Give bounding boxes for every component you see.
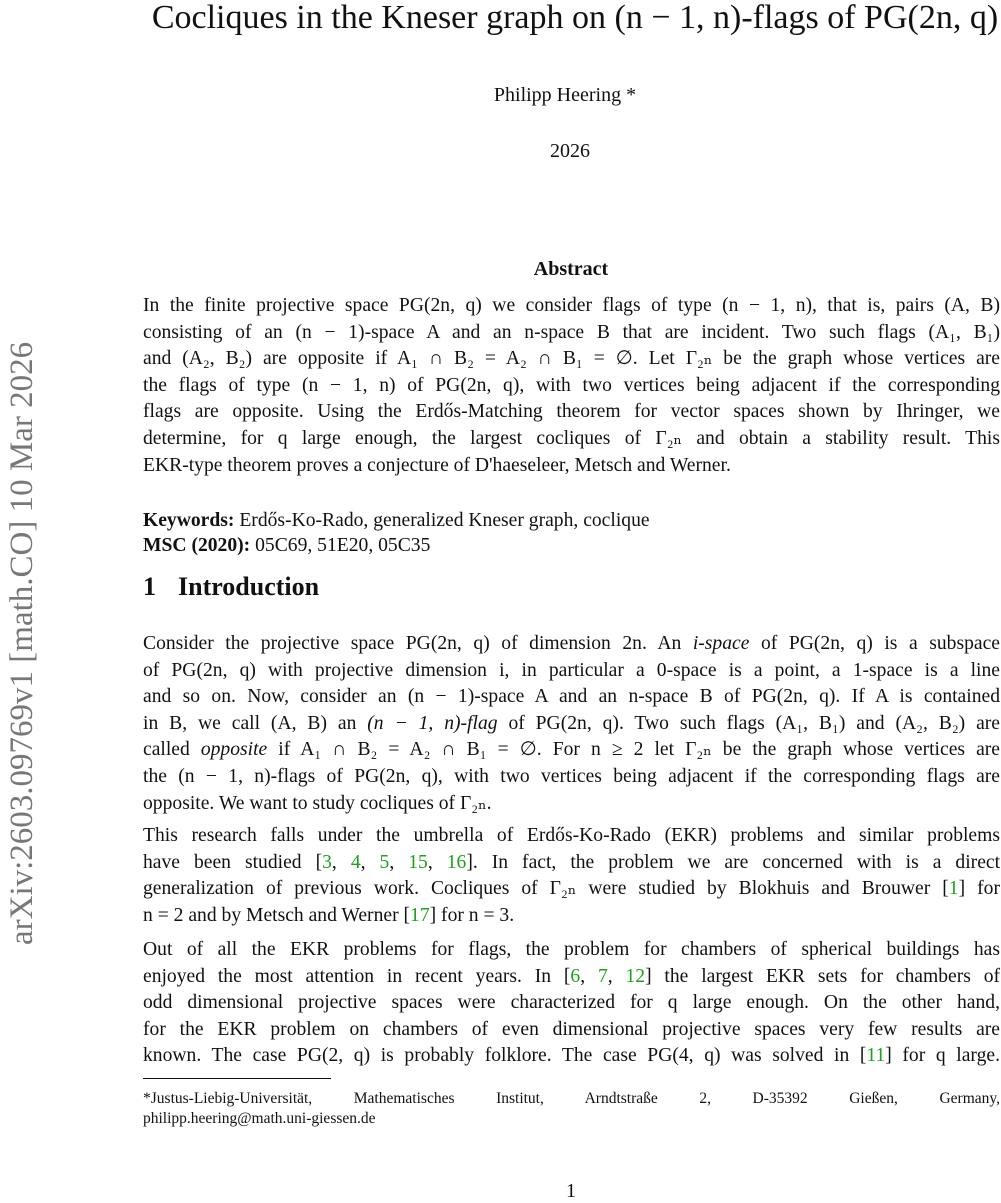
text-line: odd dimensional projective spaces were characterized for q large enough. On the other hand, (143, 992, 1000, 1014)
citation-link[interactable]: 7 (597, 965, 608, 987)
text-line: consisting of an (n − 1)-space A and an n-space B that are incident. Two such flags (A₁, B₁) (143, 321, 1000, 343)
abstract-body (143, 293, 1000, 479)
text-line: n = 2 and by Metsch and Werner [17] for n = 3. (143, 904, 515, 926)
intro-paragraph (143, 631, 1000, 817)
citation-link[interactable]: 1 (948, 878, 959, 900)
keywords-line (143, 509, 650, 533)
text-line: This research falls under the umbrella of Erdős-Ko-Rado (EKR) problems and similar problems (143, 825, 1000, 846)
citation-link[interactable]: 6 (570, 965, 581, 987)
text-line: in B, we call (A, B) an (n − 1, n)-flag of PG(2n, q). Two such flags (A₁, B₁) and (A₂, B₂) are (143, 712, 1000, 734)
text-line: EKR-type theorem proves a conjecture of D'haeseleer, Metsch and Werner. (143, 454, 731, 476)
arxiv-identifier-sidebar: arXiv:2603.09769v1 [math.CO] 10 Mar 2026 (4, 341, 40, 945)
citation-link[interactable]: 12 (625, 965, 646, 987)
text-line: Out of all the EKR problems for flags, the problem for chambers of spherical buildings has (143, 939, 1000, 960)
keywords-label: Keywords: (143, 510, 235, 531)
text-line: determine, for q large enough, the largest cocliques of Γ₂ₙ and obtain a stability result. This (143, 427, 1000, 449)
page-number: 1 (566, 1180, 576, 1202)
citation-link[interactable]: 3 (322, 851, 332, 873)
text-line: the (n − 1, n)-flags of PG(2n, q), with two vertices being adjacent if the corresponding flags are (143, 765, 1000, 787)
text-line: and (A₂, B₂) are opposite if A₁ ∩ B₂ = A₂ ∩ B₁ = ∅. Let Γ₂ₙ be the graph whose vertices are (143, 348, 1000, 370)
text-line: opposite. We want to study cocliques of Γ₂ₙ. (143, 792, 492, 814)
text-line: generalization of previous work. Cocliques of Γ₂ₙ were studied by Blokhuis and Brouwer [1] for (143, 878, 1000, 900)
section-heading (143, 570, 319, 604)
footnote (143, 1089, 1000, 1129)
citation-link[interactable]: 15 (408, 851, 428, 873)
text-line: philipp.heering@math.uni-giessen.de (143, 1110, 376, 1127)
text-line: called opposite if A₁ ∩ B₂ = A₂ ∩ B₁ = ∅. For n ≥ 2 let Γ₂ₙ be the graph whose vertices are (143, 739, 1000, 761)
intro-paragraph (143, 823, 1000, 929)
text-line: enjoyed the most attention in recent years. In [6, 7, 12] the largest EKR sets for chambers of (143, 965, 1001, 987)
citation-link[interactable]: 17 (410, 904, 430, 926)
msc-text: 05C69, 51E20, 05C35 (255, 535, 431, 556)
section-title: Introduction (178, 572, 320, 601)
paper-title: Cocliques in the Kneser graph on (n − 1, n)-flags of PG(2n, q) (151, 0, 999, 36)
text-line: and so on. Now, consider an (n − 1)-space A and an n-space B of PG(2n, q). If A is contained (143, 686, 1000, 708)
text-line: flags are opposite. Using the Erdős-Matching theorem for vector spaces shown by Ihringer, we (143, 401, 1000, 423)
text-line: for the EKR problem on chambers of even dimensional projective spaces very few results are (143, 1018, 1000, 1040)
msc-line (143, 534, 430, 558)
citation-link[interactable]: 16 (446, 851, 467, 873)
citation-link[interactable]: 11 (866, 1045, 886, 1067)
intro-paragraph (143, 937, 1000, 1070)
text-line: *Justus-Liebig-Universität, Mathematisches Institut, Arndtstraße 2, D-35392 Gießen, Germany, (143, 1090, 1000, 1107)
text-line: Consider the projective space PG(2n, q) of dimension 2n. An i-space of PG(2n, q) is a subspace (143, 633, 1000, 654)
text-line: known. The case PG(2, q) is probably folklore. The case PG(4, q) was solved in [11] for q large. (143, 1045, 1000, 1067)
citation-link[interactable]: 4 (350, 851, 361, 873)
text-line: the flags of type (n − 1, n) of PG(2n, q), with two vertices being adjacent if the corresponding (143, 374, 1000, 396)
footnote-rule (143, 1078, 331, 1079)
abstract-heading: Abstract (533, 258, 609, 280)
text-line: of PG(2n, q) with projective dimension i, in particular a 0-space is a point, a 1-space is a line (143, 659, 1000, 681)
section-number: 1 (143, 572, 156, 601)
paper-date: 2026 (550, 140, 590, 162)
msc-label: MSC (2020): (143, 535, 251, 556)
citation-link[interactable]: 5 (379, 851, 390, 873)
text-line: have been studied [3, 4, 5, 15, 16]. In fact, the problem we are concerned with is a direct (143, 851, 1001, 873)
author-name: Philipp Heering * (493, 84, 637, 106)
text-line: In the finite projective space PG(2n, q) we consider flags of type (n − 1, n), that is, pairs (A, B) (143, 295, 1000, 316)
keywords-text: Erdős-Ko-Rado, generalized Kneser graph, coclique (239, 510, 650, 531)
